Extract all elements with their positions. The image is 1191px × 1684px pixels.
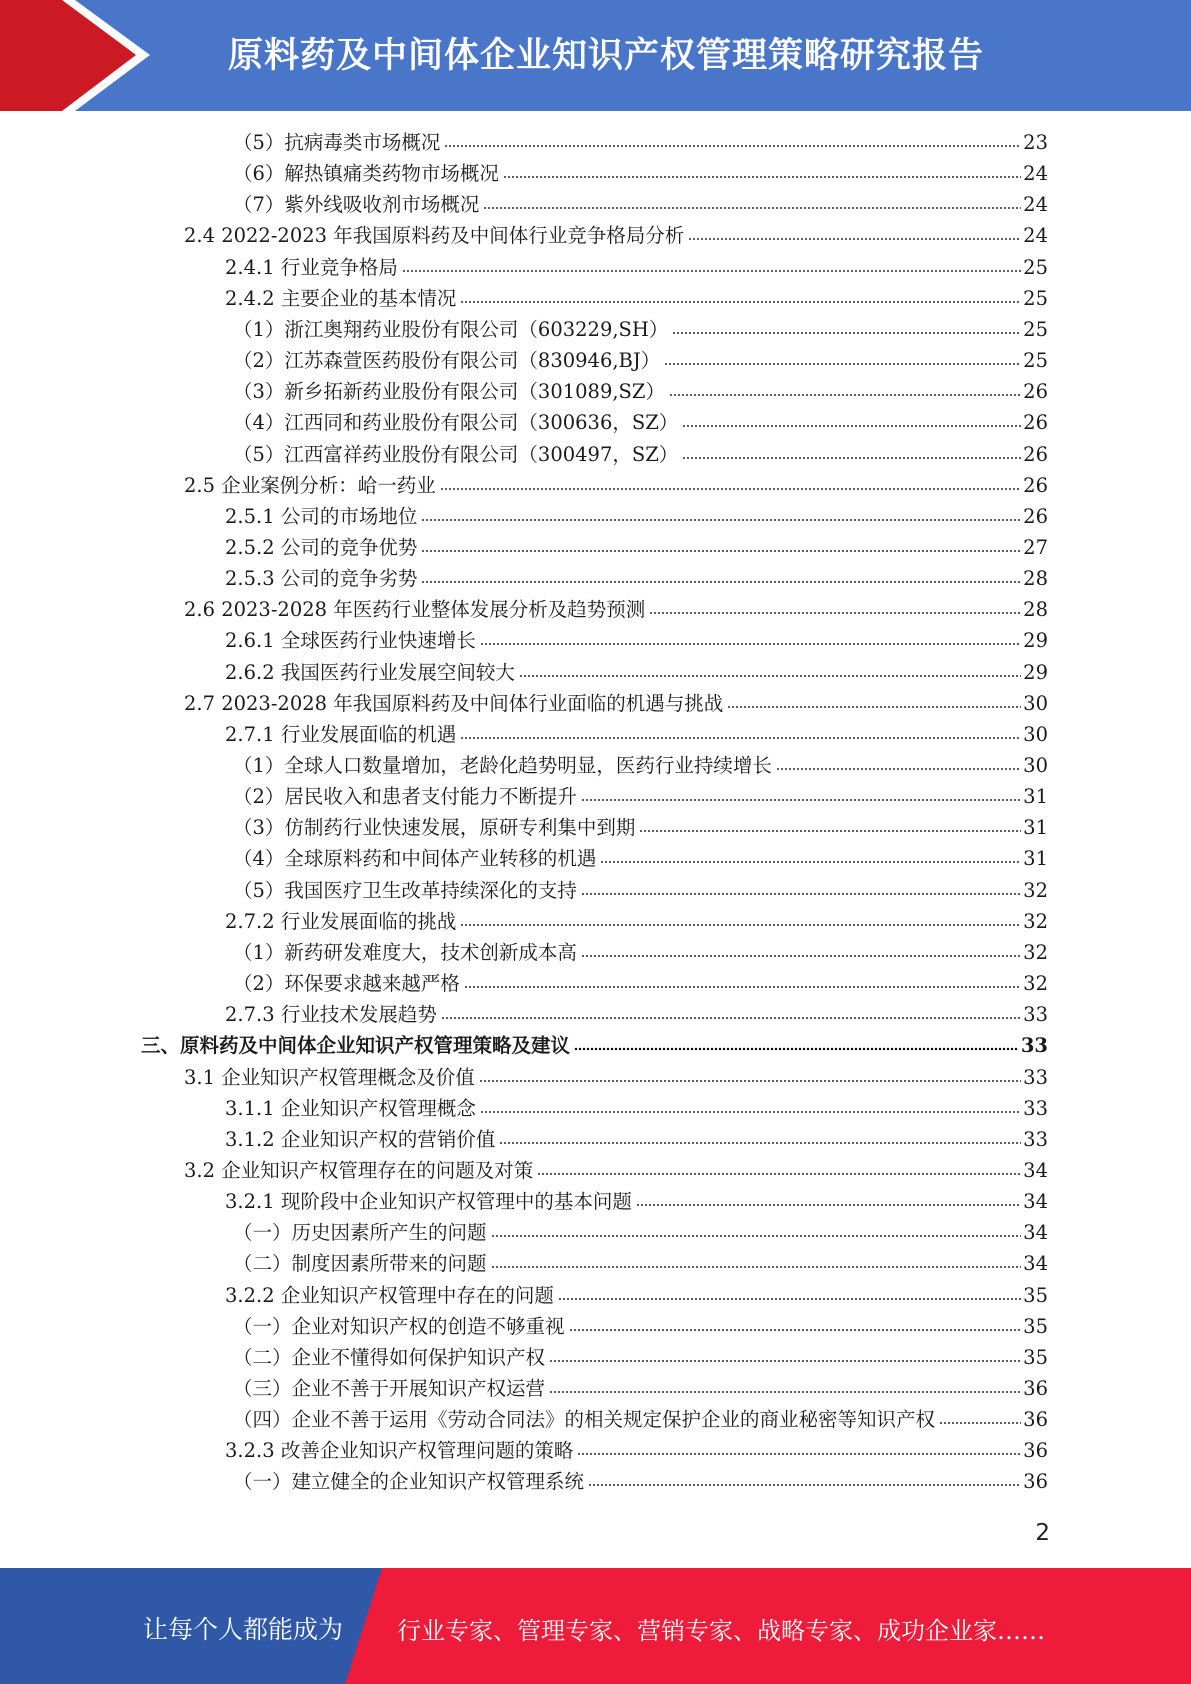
- toc-entry-label: 2.7.3 行业技术发展趋势: [225, 1003, 437, 1026]
- toc-leader-dots: [483, 205, 1021, 212]
- toc-entry[interactable]: [184, 220, 1048, 251]
- toc-entry-label: （5）江西富祥药业股份有限公司（300497，SZ）: [233, 443, 679, 466]
- toc-entry-page: 32: [1023, 910, 1048, 933]
- toc-leader-dots: [581, 891, 1021, 898]
- toc-leader-dots: [558, 1296, 1021, 1303]
- toc-leader-dots: [421, 517, 1021, 524]
- toc-entry-label: （一）历史因素所产生的问题: [233, 1221, 487, 1244]
- toc-entry-page: 35: [1023, 1284, 1048, 1307]
- toc-entry-page: 28: [1023, 567, 1048, 590]
- toc-leader-dots: [441, 1015, 1021, 1022]
- toc-entry[interactable]: [233, 1311, 1048, 1342]
- toc-entry-page: 33: [1023, 1066, 1048, 1089]
- toc-entry-page: 30: [1023, 754, 1048, 777]
- toc-entry[interactable]: [233, 314, 1048, 345]
- toc-entry-label: 2.5.2 公司的竞争优势: [225, 536, 418, 559]
- toc-leader-dots: [581, 953, 1021, 960]
- toc-entry[interactable]: [225, 719, 1048, 750]
- toc-entry[interactable]: [225, 1435, 1048, 1466]
- toc-entry[interactable]: [233, 1248, 1048, 1279]
- toc-entry-page: 36: [1023, 1439, 1048, 1462]
- toc-leader-dots: [672, 330, 1021, 337]
- toc-entry-page: 34: [1023, 1252, 1048, 1275]
- toc-entry-page: 31: [1023, 816, 1048, 839]
- toc-leader-dots: [519, 673, 1021, 680]
- toc-entry-page: 24: [1023, 162, 1048, 185]
- toc-entry-page: 31: [1023, 785, 1048, 808]
- toc-leader-dots: [574, 1046, 1019, 1053]
- toc-entry[interactable]: [233, 812, 1048, 843]
- toc-entry[interactable]: [225, 501, 1048, 532]
- toc-leader-dots: [480, 641, 1021, 648]
- toc-entry-label: 2.7.1 行业发展面临的机遇: [225, 723, 457, 746]
- toc-entry-page: 25: [1023, 349, 1048, 372]
- toc-entry[interactable]: [233, 407, 1048, 438]
- toc-leader-dots: [464, 984, 1021, 991]
- toc-leader-dots: [460, 735, 1021, 742]
- toc-entry[interactable]: [233, 875, 1048, 906]
- toc-leader-dots: [480, 1109, 1021, 1116]
- toc-entry[interactable]: [225, 532, 1048, 563]
- toc-entry[interactable]: [233, 376, 1048, 407]
- toc-leader-dots: [421, 548, 1021, 555]
- toc-entry[interactable]: [225, 906, 1048, 937]
- toc-leader-dots: [440, 486, 1021, 493]
- footer-slogan-right: 行业专家、管理专家、营销专家、战略专家、成功企业家……: [397, 1617, 1045, 1645]
- toc-entry-label: 3.2.1 现阶段中企业知识产权管理中的基本问题: [225, 1190, 632, 1213]
- toc-entry-page: 24: [1023, 193, 1048, 216]
- toc-entry-label: 3.2.2 企业知识产权管理中存在的问题: [225, 1284, 554, 1307]
- toc-entry-label: （2）环保要求越来越严格: [233, 972, 460, 995]
- toc-entry[interactable]: [233, 1466, 1048, 1497]
- toc-entry[interactable]: [233, 843, 1048, 874]
- toc-entry-page: 36: [1023, 1408, 1048, 1431]
- toc-entry-label: （5）我国医疗卫生改革持续深化的支持: [233, 879, 577, 902]
- toc-entry-page: 26: [1023, 411, 1048, 434]
- toc-leader-dots: [549, 1389, 1021, 1396]
- toc-entry-label: （二）企业不懂得如何保护知识产权: [233, 1346, 546, 1369]
- toc-entry-page: 33: [1023, 1128, 1048, 1151]
- toc-leader-dots: [569, 1327, 1022, 1334]
- toc-entry-page: 28: [1023, 598, 1048, 621]
- toc-leader-dots: [460, 922, 1021, 929]
- page-footer: [0, 1568, 1191, 1684]
- toc-leader-dots: [581, 797, 1021, 804]
- toc-entry[interactable]: [233, 345, 1048, 376]
- toc-entry[interactable]: [233, 189, 1048, 220]
- toc-entry[interactable]: [225, 625, 1048, 656]
- toc-entry[interactable]: [233, 781, 1048, 812]
- toc-entry-page: 35: [1023, 1315, 1048, 1338]
- toc-leader-dots: [688, 236, 1021, 243]
- toc-entry-label: （1）新药研发难度大，技术创新成本高: [233, 941, 577, 964]
- toc-entry[interactable]: [184, 1155, 1048, 1186]
- toc-entry[interactable]: [184, 688, 1048, 719]
- toc-entry-page: 35: [1023, 1346, 1048, 1369]
- toc-leader-dots: [421, 579, 1021, 586]
- toc-entry-label: 2.4 2022-2023 年我国原料药及中间体行业竞争格局分析: [184, 224, 685, 247]
- toc-entry-label: 3.2.3 改善企业知识产权管理问题的策略: [225, 1439, 574, 1462]
- toc-entry[interactable]: [225, 1280, 1048, 1311]
- toc-leader-dots: [499, 1140, 1021, 1147]
- toc-entry-page: 27: [1023, 536, 1048, 559]
- toc-leader-dots: [939, 1420, 1021, 1427]
- toc-entry-label: 2.6.2 我国医药行业发展空间较大: [225, 661, 515, 684]
- toc-leader-dots: [776, 766, 1021, 773]
- toc-leader-dots: [537, 1171, 1021, 1178]
- toc-entry[interactable]: [233, 127, 1048, 158]
- toc-leader-dots: [588, 1482, 1021, 1489]
- toc-entry-label: （二）制度因素所带来的问题: [233, 1252, 487, 1275]
- toc-entry[interactable]: [233, 158, 1048, 189]
- toc-entry-page: 33: [1023, 1097, 1048, 1120]
- toc-entry-page: 26: [1023, 505, 1048, 528]
- toc-entry-label: 2.7.2 行业发展面临的挑战: [225, 910, 457, 933]
- toc-leader-dots: [549, 1358, 1021, 1365]
- toc-entry-label: 2.5 企业案例分析：峆一药业: [184, 474, 436, 497]
- toc-entry-page: 30: [1023, 692, 1048, 715]
- toc-entry-page: 34: [1023, 1159, 1048, 1182]
- toc-leader-dots: [460, 299, 1021, 306]
- toc-leader-dots: [600, 859, 1021, 866]
- toc-entry[interactable]: [225, 1124, 1048, 1155]
- toc-entry-label: （4）江西同和药业股份有限公司（300636，SZ）: [233, 411, 679, 434]
- toc-entry-label: （四）企业不善于运用《劳动合同法》的相关规定保护企业的商业秘密等知识产权: [233, 1408, 936, 1431]
- toc-entry-label: （3）仿制药行业快速发展，原研专利集中到期: [233, 816, 636, 839]
- toc-entry[interactable]: [184, 594, 1048, 625]
- page-header: [0, 0, 1191, 111]
- toc-leader-dots: [444, 143, 1021, 150]
- toc-leader-dots: [669, 392, 1021, 399]
- toc-entry[interactable]: [225, 283, 1048, 314]
- toc-entry[interactable]: [233, 968, 1048, 999]
- toc-entry-label: （4）全球原料药和中间体产业转移的机遇: [233, 847, 597, 870]
- toc-leader-dots: [636, 1202, 1021, 1209]
- toc-entry[interactable]: [233, 1342, 1048, 1373]
- toc-entry-label: （6）解热镇痛类药物市场概况: [233, 162, 499, 185]
- toc-entry-label: 2.7 2023-2028 年我国原料药及中间体行业面临的机遇与挑战: [184, 692, 724, 715]
- toc-entry-page: 33: [1023, 1003, 1048, 1026]
- toc-entry-page: 29: [1023, 661, 1048, 684]
- toc-entry-page: 32: [1023, 941, 1048, 964]
- toc-entry[interactable]: [141, 1030, 1048, 1061]
- toc-entry-label: （1）全球人口数量增加，老龄化趋势明显，医药行业持续增长: [233, 754, 772, 777]
- toc-entry[interactable]: [225, 657, 1048, 688]
- toc-entry-page: 36: [1023, 1470, 1048, 1493]
- toc-entry-page: 23: [1023, 131, 1048, 154]
- toc-leader-dots: [664, 361, 1021, 368]
- toc-entry-label: （2）江苏森萱医药股份有限公司（830946,BJ）: [233, 349, 661, 372]
- toc-entry-page: 26: [1023, 443, 1048, 466]
- toc-leader-dots: [682, 423, 1021, 430]
- toc-entry-label: 3.1 企业知识产权管理概念及价值: [184, 1066, 475, 1089]
- toc-entry[interactable]: [225, 1186, 1048, 1217]
- toc-entry[interactable]: [233, 1373, 1048, 1404]
- toc-leader-dots: [503, 174, 1021, 181]
- toc-entry[interactable]: [184, 470, 1048, 501]
- toc-entry-page: 29: [1023, 629, 1048, 652]
- toc-entry-label: （一）建立健全的企业知识产权管理系统: [233, 1470, 585, 1493]
- toc-entry-label: 三、原料药及中间体企业知识产权管理策略及建议: [141, 1034, 571, 1057]
- toc-entry[interactable]: [233, 1404, 1048, 1435]
- toc-entry-label: 2.5.1 公司的市场地位: [225, 505, 418, 528]
- toc-entry-label: （一）企业对知识产权的创造不够重视: [233, 1315, 565, 1338]
- toc-entry-page: 33: [1020, 1034, 1048, 1057]
- document-title: 原料药及中间体企业知识产权管理策略研究报告: [228, 36, 985, 76]
- toc-leader-dots: [682, 455, 1021, 462]
- toc-entry-page: 25: [1023, 318, 1048, 341]
- toc-entry-page: 31: [1023, 847, 1048, 870]
- toc-entry-page: 32: [1023, 972, 1048, 995]
- toc-entry[interactable]: [233, 937, 1048, 968]
- toc-entry-label: 2.6 2023-2028 年医药行业整体发展分析及趋势预测: [184, 598, 646, 621]
- toc-entry-page: 36: [1023, 1377, 1048, 1400]
- toc-entry-page: 26: [1023, 474, 1048, 497]
- toc-entry[interactable]: [233, 1217, 1048, 1248]
- toc-entry-page: 32: [1023, 879, 1048, 902]
- toc-leader-dots: [491, 1233, 1022, 1240]
- toc-entry[interactable]: [225, 252, 1048, 283]
- toc-entry[interactable]: [233, 750, 1048, 781]
- toc-entry-page: 26: [1023, 380, 1048, 403]
- toc-entry-page: 24: [1023, 224, 1048, 247]
- toc-entry-label: （3）新乡拓新药业股份有限公司（301089,SZ）: [233, 380, 665, 403]
- toc-entry[interactable]: [225, 563, 1048, 594]
- toc-leader-dots: [727, 704, 1021, 711]
- toc-leader-dots: [639, 828, 1021, 835]
- page-number: 2: [1035, 1520, 1050, 1546]
- toc-leader-dots: [479, 1078, 1021, 1085]
- toc-entry-page: 25: [1023, 256, 1048, 279]
- toc-entry-label: （5）抗病毒类市场概况: [233, 131, 441, 154]
- toc-entry-label: （三）企业不善于开展知识产权运营: [233, 1377, 546, 1400]
- toc-entry-page: 34: [1023, 1190, 1048, 1213]
- toc-entry[interactable]: [184, 1062, 1048, 1093]
- toc-entry-label: 3.2 企业知识产权管理存在的问题及对策: [184, 1159, 534, 1182]
- toc-entry-label: （2）居民收入和患者支付能力不断提升: [233, 785, 577, 808]
- toc-leader-dots: [577, 1451, 1021, 1458]
- toc-entry-page: 30: [1023, 723, 1048, 746]
- toc-leader-dots: [649, 610, 1021, 617]
- toc-entry-page: 34: [1023, 1221, 1048, 1244]
- toc-entry-label: （7）紫外线吸收剂市场概况: [233, 193, 480, 216]
- toc-leader-dots: [491, 1264, 1022, 1271]
- toc-entry-label: 2.5.3 公司的竞争劣势: [225, 567, 418, 590]
- toc-leader-dots: [402, 268, 1021, 275]
- toc-entry-label: 3.1.1 企业知识产权管理概念: [225, 1097, 476, 1120]
- toc-entry-label: （1）浙江奥翔药业股份有限公司（603229,SH）: [233, 318, 669, 341]
- toc-entry[interactable]: [233, 439, 1048, 470]
- toc-entry-page: 25: [1023, 287, 1048, 310]
- toc-entry[interactable]: [225, 1093, 1048, 1124]
- toc-entry-label: 2.4.1 行业竞争格局: [225, 256, 398, 279]
- toc-entry-label: 2.4.2 主要企业的基本情况: [225, 287, 457, 310]
- toc-entry[interactable]: [225, 999, 1048, 1030]
- footer-slogan-left: 让每个人都能成为: [143, 1615, 344, 1644]
- toc-entry-label: 2.6.1 全球医药行业快速增长: [225, 629, 476, 652]
- toc-entry-label: 3.1.2 企业知识产权的营销价值: [225, 1128, 496, 1151]
